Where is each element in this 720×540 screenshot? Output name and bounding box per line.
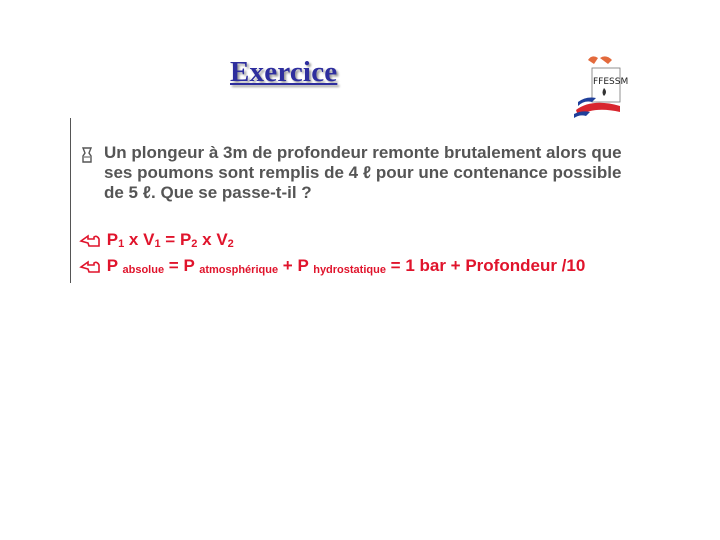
diver-bullet-icon xyxy=(80,146,94,164)
ffessm-logo xyxy=(572,50,629,128)
exercise-question: Un plongeur à 3m de profondeur remonte brutalement alors que ses poumons sont remplis de 4 ℓ pour une contenance possible de 5 ℓ. Que se passe-t-il ? xyxy=(104,143,622,202)
formula-absolute-pressure: P absolue = P atmosphérique + P hydrostatique = 1 bar + Profondeur /10 xyxy=(80,256,585,276)
pointing-hand-icon xyxy=(80,259,102,275)
vertical-rule xyxy=(70,118,71,283)
pointing-hand-icon xyxy=(80,233,102,249)
page-title: Exercice xyxy=(230,56,338,88)
formula-boyle-mariotte: $P_1$ x $V_1 = P_2$ x $V_2$ xyxy=(80,230,234,250)
svg-text:FFESSM: FFESSM xyxy=(593,77,629,87)
